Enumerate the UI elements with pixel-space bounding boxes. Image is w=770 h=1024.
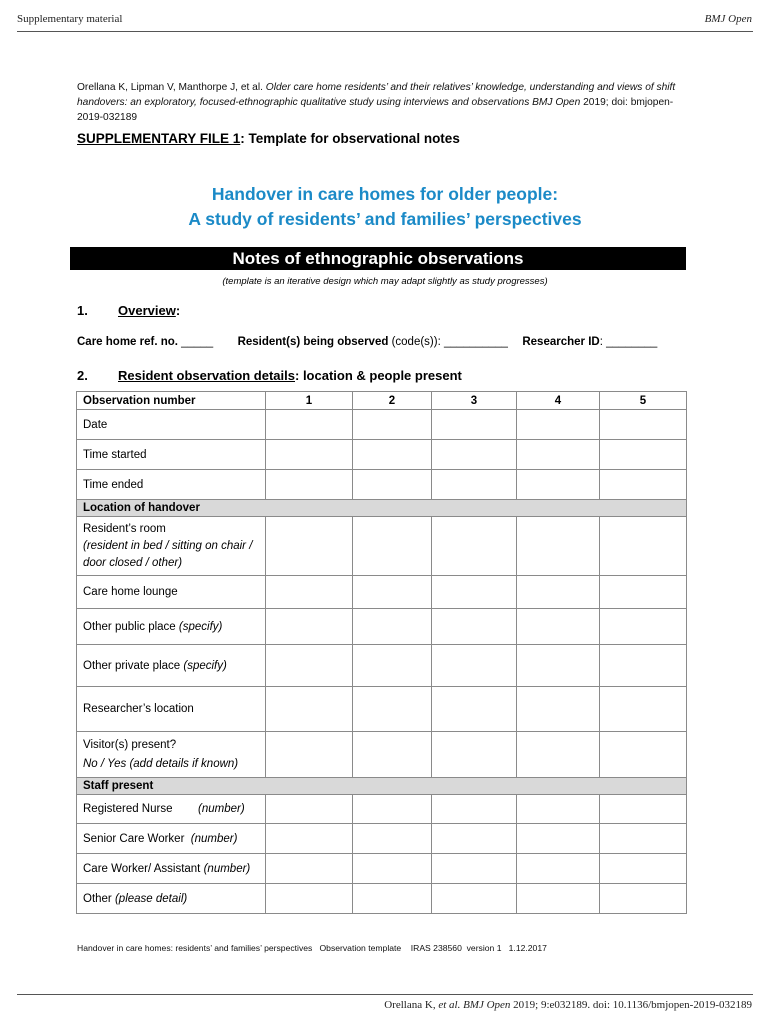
table-cell[interactable] [266,470,353,500]
group-label-location: Location of handover [77,500,687,517]
table-cell[interactable] [266,517,353,576]
table-cell[interactable] [517,609,600,645]
citation-id: bmjopen-2019-032189 [77,97,674,123]
table-cell[interactable] [517,576,600,609]
header-divider [17,31,753,32]
table-cell[interactable] [432,517,517,576]
column-header-1: 1 [266,392,353,410]
other-label: Other [83,892,112,905]
table-cell[interactable] [266,795,353,824]
table-cell[interactable] [600,795,687,824]
table-cell[interactable] [432,576,517,609]
footer-journal: BMJ Open [463,999,511,1011]
care-home-blank[interactable]: _____ [181,336,214,348]
table-cell[interactable] [517,470,600,500]
citation-journal: BMJ Open [532,97,581,108]
table-cell[interactable] [517,687,600,732]
other-spec: (please detail) [114,892,188,905]
researcher-blank[interactable]: : ________ [599,336,658,348]
table-cell[interactable] [266,410,353,440]
table-row [77,687,687,732]
table-cell[interactable] [432,732,517,778]
researcher-label: Researcher ID [522,336,600,348]
running-header-right: BMJ Open [704,13,752,25]
table-cell[interactable] [432,884,517,914]
supplementary-rest: : Template for observational notes [240,131,460,146]
template-footer-note: Handover in care homes: residents’ and families’ perspectives Observation template IRAS 238560 version 1 1.12.2017 [77,943,547,953]
table-row [77,732,687,778]
table-cell[interactable] [266,609,353,645]
table-cell[interactable] [600,576,687,609]
banner-title: Notes of ethnographic observations [70,247,686,270]
supplementary-label: SUPPLEMENTARY FILE 1 [77,131,241,146]
private-place-spec: (specify) [183,659,227,672]
running-footer [384,999,752,1011]
citation-authors: Orellana K, Lipman V, Manthorpe J, et al. [77,82,263,93]
table-cell[interactable] [353,576,432,609]
table-cell[interactable] [517,884,600,914]
table-cell[interactable] [353,517,432,576]
citation-year-doi: 2019; doi: [583,97,628,108]
table-cell[interactable] [517,795,600,824]
table-cell[interactable] [600,854,687,884]
table-cell[interactable] [432,609,517,645]
table-cell[interactable] [353,645,432,687]
table-cell[interactable] [353,470,432,500]
table-row [77,645,687,687]
residents-label: Resident(s) being observed [237,336,389,348]
table-cell[interactable] [266,884,353,914]
table-cell[interactable] [600,410,687,440]
observation-number-header: Observation number [77,392,266,410]
table-cell[interactable] [517,645,600,687]
citation-title: Older care home residents’ and their relatives’ knowledge, understanding and views of shift handovers: an exploratory, focused-ethnographic qualitative study using interviews and observations [77,82,676,108]
footer-authors: Orellana K, [384,999,436,1011]
visitors-detail: No / Yes (add details if known) [83,757,239,770]
table-cell[interactable] [353,440,432,470]
overview-fields [77,336,657,348]
table-cell[interactable] [353,410,432,440]
public-place-label: Other public place [83,620,176,633]
footer-divider [17,994,753,995]
senior-care-worker-label: Senior Care Worker [83,832,185,845]
registered-nurse-spec: (number) [198,803,245,815]
residents-room-label: Resident’s room [83,522,166,535]
row-label-researcher-location: Researcher’s location [77,687,266,732]
column-header-3: 3 [432,392,517,410]
table-cell[interactable] [266,576,353,609]
table-cell[interactable] [432,854,517,884]
table-cell[interactable] [266,645,353,687]
table-cell[interactable] [600,645,687,687]
table-cell[interactable] [266,440,353,470]
table-cell[interactable] [600,884,687,914]
residents-room-detail: (resident in bed / sitting on chair / door closed / other) [83,539,253,569]
table-row [77,854,687,884]
observation-table [76,391,687,914]
table-cell[interactable] [432,645,517,687]
table-row [77,824,687,854]
residents-code-blank[interactable]: (code(s)): __________ [391,336,508,348]
table-cell[interactable] [353,854,432,884]
section-2-rest: : location & people present [295,368,462,383]
row-label-date: Date [77,410,266,440]
table-row [77,576,687,609]
table-cell[interactable] [600,824,687,854]
row-label-residents-room [77,517,266,576]
table-cell[interactable] [353,687,432,732]
care-home-label: Care home ref. no. [77,336,178,348]
table-cell[interactable] [432,410,517,440]
table-cell[interactable] [266,687,353,732]
table-cell[interactable] [266,854,353,884]
row-label-visitors [77,732,266,778]
visitors-label: Visitor(s) present? [83,738,177,751]
registered-nurse-label: Registered Nurse [83,803,173,815]
row-label-lounge: Care home lounge [77,576,266,609]
table-cell[interactable] [517,824,600,854]
table-cell[interactable] [600,687,687,732]
section-2-number: 2. [77,368,88,383]
private-place-label: Other private place [83,659,181,672]
public-place-spec: (specify) [178,620,223,633]
row-label-private-place [77,645,266,687]
column-header-5: 5 [600,392,687,410]
group-row-location [77,500,687,517]
row-label-time-ended: Time ended [77,470,266,500]
table-row [77,470,687,500]
table-cell[interactable] [266,824,353,854]
table-cell[interactable] [353,824,432,854]
row-label-registered-nurse [77,795,266,824]
table-cell[interactable] [517,440,600,470]
table-row [77,884,687,914]
table-cell[interactable] [517,732,600,778]
care-worker-spec: (number) [203,862,251,875]
table-cell[interactable] [432,824,517,854]
table-cell[interactable] [600,470,687,500]
table-cell[interactable] [353,732,432,778]
table-cell[interactable] [353,884,432,914]
section-1-number: 1. [77,303,88,318]
table-cell[interactable] [600,732,687,778]
table-cell[interactable] [600,609,687,645]
group-row-staff [77,778,687,795]
row-label-other [77,884,266,914]
table-cell[interactable] [432,470,517,500]
citation [77,80,687,125]
table-cell[interactable] [353,609,432,645]
table-cell[interactable] [432,440,517,470]
column-header-4: 4 [517,392,600,410]
table-cell[interactable] [432,795,517,824]
table-row [77,440,687,470]
group-label-staff: Staff present [77,778,687,795]
section-1-colon: : [175,303,181,318]
table-cell[interactable] [432,687,517,732]
table-row [77,410,687,440]
table-row [77,609,687,645]
banner-note: (template is an iterative design which may adapt slightly as study progresses) [222,276,548,287]
study-title-line2: A study of residents’ and families’ perspectives [188,209,582,229]
column-header-2: 2 [353,392,432,410]
table-cell[interactable] [517,517,600,576]
supplementary-heading [77,131,460,146]
table-cell[interactable] [600,517,687,576]
table-cell[interactable] [517,854,600,884]
senior-care-worker-spec: (number) [190,832,238,845]
row-label-time-started: Time started [77,440,266,470]
table-header-row [77,392,687,410]
row-label-senior-care-worker [77,824,266,854]
table-cell[interactable] [353,795,432,824]
table-row [77,795,687,824]
section-2-title: Resident observation details [118,368,295,383]
care-worker-label: Care Worker/ Assistant [83,862,201,875]
table-row [77,517,687,576]
row-label-care-worker [77,854,266,884]
footer-etal: et al. [438,999,461,1011]
section-1-title: Overview [118,303,176,318]
study-title-line1: Handover in care homes for older people: [211,184,559,204]
running-header-left: Supplementary material [17,13,123,25]
table-cell[interactable] [266,732,353,778]
table-cell[interactable] [600,440,687,470]
table-cell[interactable] [517,410,600,440]
row-label-public-place [77,609,266,645]
footer-rest: 2019; 9:e032189. doi: 10.1136/bmjopen-2019-032189 [513,999,752,1011]
